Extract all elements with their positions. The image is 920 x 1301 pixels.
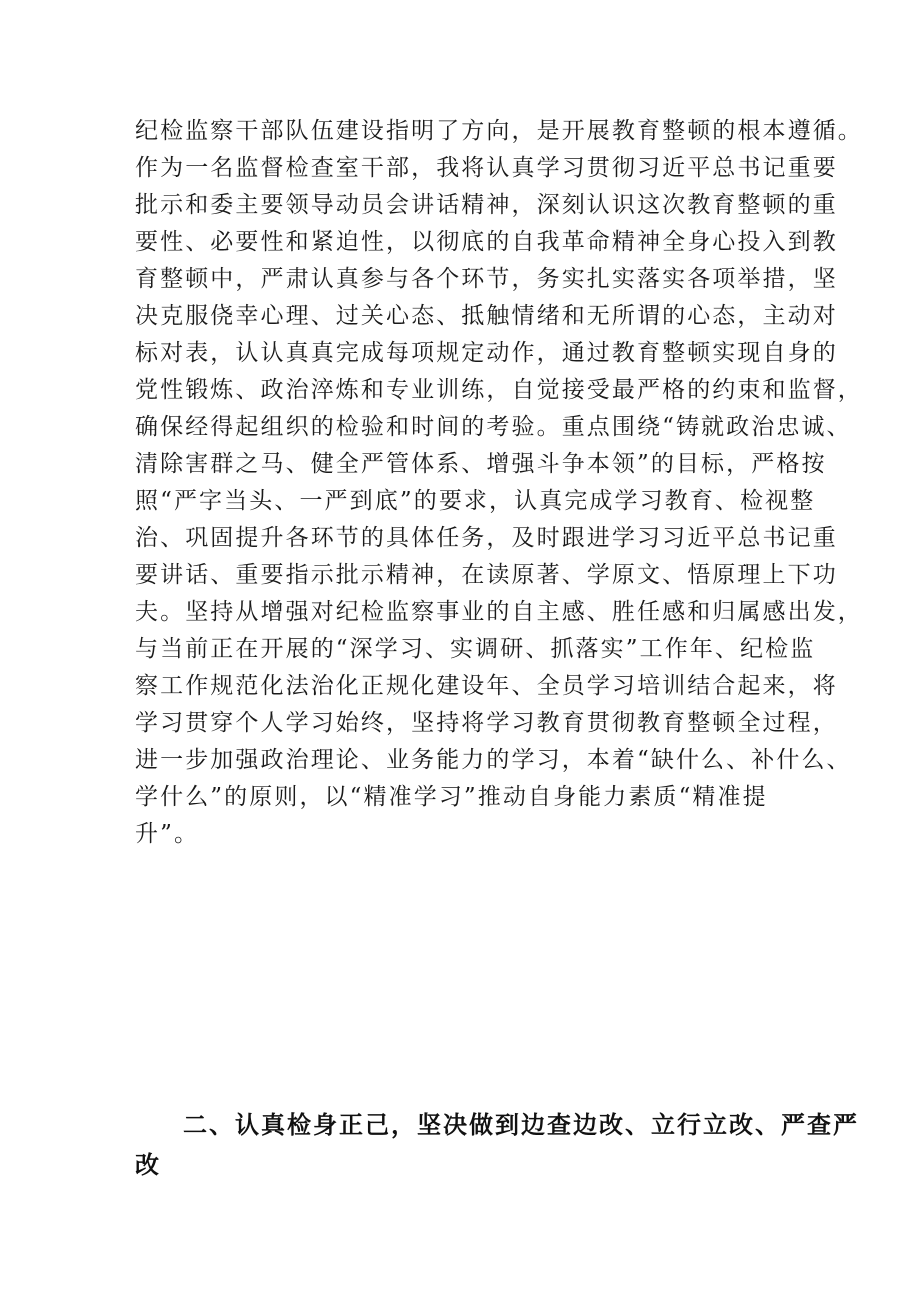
- paragraph-line: 纪检监察干部队伍建设指明了方向，是开展教育整顿的根本遵循。: [135, 118, 863, 144]
- paragraph-line: 学什么”的原则，以“精准学习”推动自身能力素质“精准提: [135, 784, 768, 810]
- paragraph-line: 治、巩固提升各环节的具体任务，及时跟进学习习近平总书记重: [135, 525, 838, 551]
- section-heading-line: 改: [135, 1151, 161, 1179]
- paragraph-line: 要讲话、重要指示批示精神，在读原著、学原文、悟原理上下功: [135, 562, 838, 588]
- paragraph-line: 作为一名监督检查室干部，我将认真学习贯彻习近平总书记重要: [135, 155, 838, 181]
- paragraph-line: 标对表，认认真真完成每项规定动作，通过教育整顿实现自身的: [135, 340, 838, 366]
- paragraph-line: 与当前正在开展的“深学习、实调研、抓落实”工作年、纪检监: [135, 636, 816, 662]
- section-heading-line: 二、认真检身正己，坚决做到边查边改、立行立改、严查严: [183, 1111, 859, 1139]
- paragraph-line: 升”。: [135, 821, 200, 847]
- paragraph-line: 夫。坚持从增强对纪检监察事业的自主感、胜任感和归属感出发，: [135, 599, 863, 625]
- paragraph-line: 要性、必要性和紧迫性，以彻底的自我革命精神全身心投入到教: [135, 229, 838, 255]
- paragraph-line: 决克服侥幸心理、过关心态、抵触情绪和无所谓的心态，主动对: [135, 303, 838, 329]
- paragraph-line: 清除害群之马、健全严管体系、增强斗争本领”的目标，严格按: [135, 451, 827, 477]
- paragraph-line: 育整顿中，严肃认真参与各个环节，务实扎实落实各项举措，坚: [135, 266, 838, 292]
- paragraph-line: 确保经得起组织的检验和时间的考验。重点围绕“铸就政治忠诚、: [135, 414, 852, 440]
- paragraph-line: 察工作规范化法治化正规化建设年、全员学习培训结合起来，将: [135, 673, 838, 699]
- section-heading: [135, 1105, 859, 1185]
- paragraph-line: 进一步加强政治理论、业务能力的学习，本着“缺什么、补什么、: [135, 747, 852, 773]
- paragraph-line: 批示和委主要领导动员会讲话精神，深刻认识这次教育整顿的重: [135, 192, 838, 218]
- paragraph-line: 照“严字当头、一严到底”的要求，认真完成学习教育、检视整: [135, 488, 816, 514]
- paragraph-line: 学习贯穿个人学习始终，坚持将学习教育贯彻教育整顿全过程，: [135, 710, 838, 736]
- paragraph-line: 党性锻炼、政治淬炼和专业训练，自觉接受最严格的约束和监督，: [135, 377, 863, 403]
- body-paragraph: [135, 113, 863, 853]
